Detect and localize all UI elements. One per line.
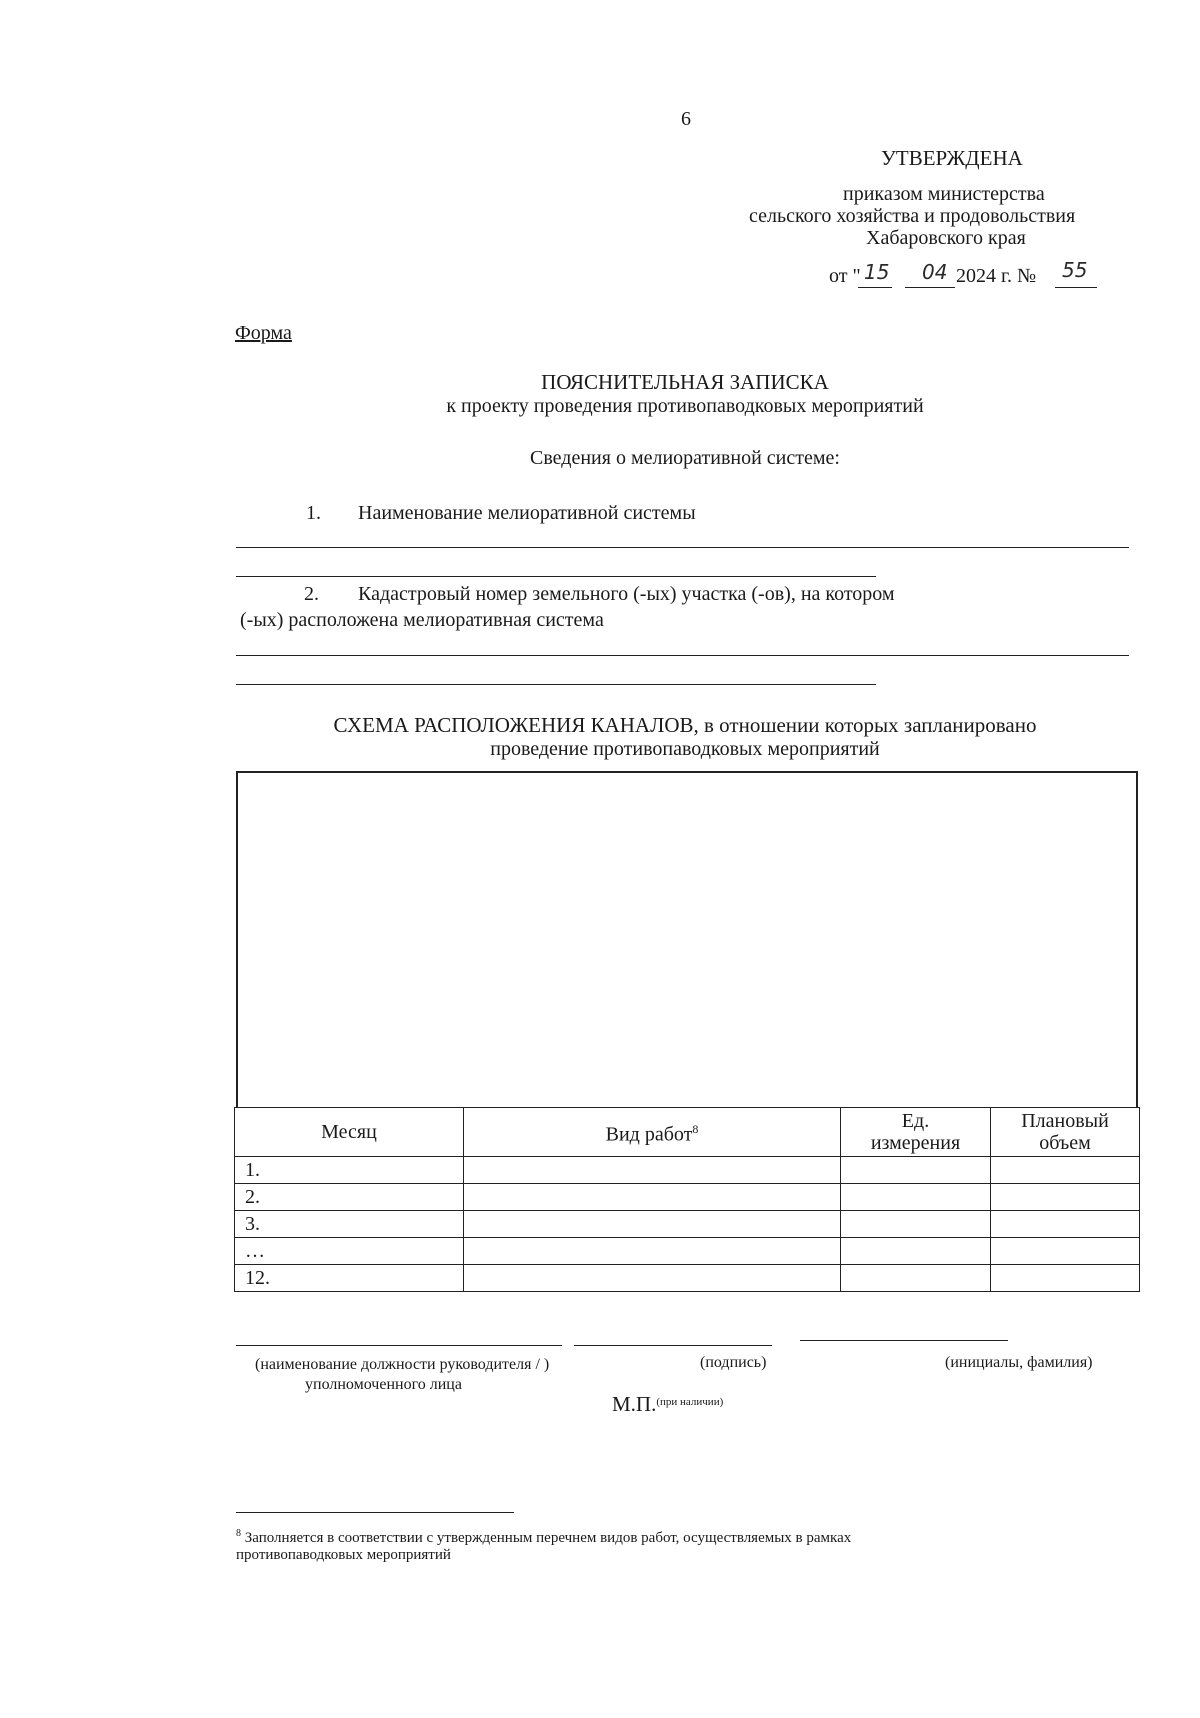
stamp-note: (при наличии): [656, 1396, 724, 1408]
item-1-fill-line-1: [236, 547, 1129, 548]
name-signature-line: [800, 1340, 1008, 1341]
item-2-fill-line-2: [236, 684, 876, 685]
table-row: [235, 1184, 1140, 1211]
section-title: Сведения о мелиоративной системе:: [530, 447, 840, 469]
table-header-row: [235, 1108, 1140, 1157]
position-caption: (наименование должности руководителя / ): [255, 1356, 550, 1373]
approval-day: 15: [864, 260, 890, 284]
approval-line-2: сельского хозяйства и продовольствия: [749, 205, 1076, 227]
name-caption: (инициалы, фамилия): [945, 1354, 1093, 1371]
cell-empty: [464, 1157, 841, 1184]
cell-empty: [991, 1265, 1140, 1292]
stamp-place: М.П.$^{(при наличии)}$: [612, 1392, 724, 1416]
cell-empty: [841, 1265, 991, 1292]
footnote-separator: [236, 1512, 514, 1513]
col-month-header: Месяц: [235, 1108, 464, 1157]
cell-empty: [991, 1184, 1140, 1211]
cell-empty: [464, 1265, 841, 1292]
cell-empty: [991, 1211, 1140, 1238]
document-subtitle: к проекту проведения противопаводковых мероприятий: [446, 395, 924, 417]
cell-empty: [464, 1238, 841, 1265]
row-month: …: [235, 1238, 464, 1265]
cell-empty: [841, 1184, 991, 1211]
cell-empty: [464, 1184, 841, 1211]
day-underline: [858, 287, 892, 288]
position-signature-line: [236, 1345, 562, 1346]
approval-line-1: приказом министерства: [843, 183, 1045, 205]
footnote-line-2: противопаводковых мероприятий: [236, 1547, 451, 1563]
approval-number: 55: [1062, 258, 1088, 282]
signature-caption: (подпись): [700, 1354, 767, 1371]
footnote-marker: 8: [236, 1528, 241, 1539]
position-caption-continued: уполномоченного лица: [305, 1376, 462, 1393]
schema-title-line-1: СХЕМА РАСПОЛОЖЕНИЯ КАНАЛОВ, в отношении которых запланировано: [333, 713, 1037, 737]
page-number: 6: [681, 108, 691, 130]
table-row: [235, 1157, 1140, 1184]
row-month: 12.: [235, 1265, 464, 1292]
month-underline: [905, 287, 955, 288]
cell-empty: [841, 1211, 991, 1238]
table-row: [235, 1211, 1140, 1238]
row-month: 3.: [235, 1211, 464, 1238]
number-underline: [1055, 287, 1097, 288]
cell-empty: [991, 1238, 1140, 1265]
approval-title: УТВЕРЖДЕНА: [881, 146, 1023, 170]
item-2-fill-line-1: [236, 655, 1129, 656]
cell-empty: [841, 1238, 991, 1265]
approval-year: 2024 г. №: [956, 265, 1037, 287]
item-1-number: 1.: [306, 502, 321, 524]
table-row: [235, 1238, 1140, 1265]
schema-title-line-2: проведение противопаводковых мероприятий: [490, 738, 880, 760]
signature-line: [574, 1345, 772, 1346]
document-title: ПОЯСНИТЕЛЬНАЯ ЗАПИСКА: [541, 370, 829, 394]
item-2-number: 2.: [304, 583, 319, 605]
approval-date-prefix: от ": [829, 265, 861, 287]
item-1-text: Наименование мелиоративной системы: [358, 502, 696, 524]
approval-month: 04: [922, 260, 948, 284]
approval-line-3: Хабаровского края: [866, 227, 1026, 249]
schema-drawing-area: [236, 771, 1138, 1107]
table-row: [235, 1265, 1140, 1292]
item-2-text: Кадастровый номер земельного (-ых) участка (-ов), на котором: [358, 583, 895, 605]
works-table: [234, 1107, 1140, 1292]
row-month: 2.: [235, 1184, 464, 1211]
col-work-header: Вид работ$^8$: [464, 1108, 841, 1157]
cell-empty: [991, 1157, 1140, 1184]
cell-empty: [464, 1211, 841, 1238]
item-1-fill-line-2: [236, 576, 876, 577]
col-volume-header: Плановый объем: [991, 1108, 1140, 1157]
footnote-ref: 8: [692, 1122, 699, 1137]
form-label: Форма: [235, 322, 292, 344]
row-month: 1.: [235, 1157, 464, 1184]
item-2-text-continued: (-ых) расположена мелиоративная система: [240, 609, 604, 631]
col-unit-header: Ед. измерения: [841, 1108, 991, 1157]
cell-empty: [841, 1157, 991, 1184]
footnote-line-1: $^8$ Заполняется в соответствии с утвержденным перечнем видов работ, осуществляемых в рамках: [236, 1528, 852, 1546]
